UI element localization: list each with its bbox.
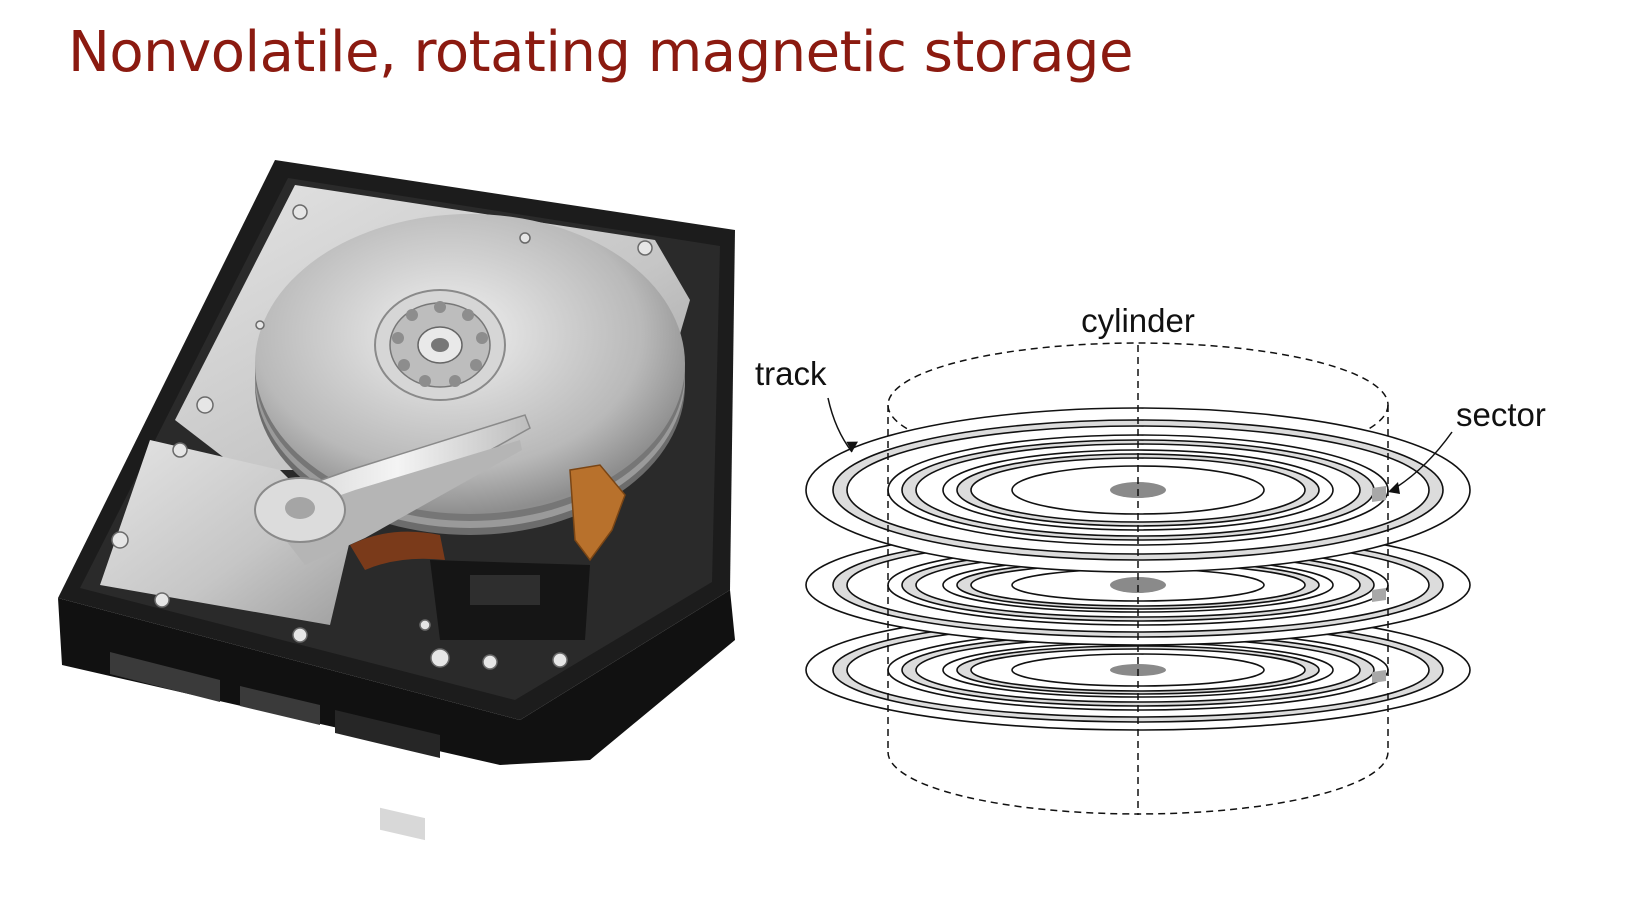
- slide-title: Nonvolatile, rotating magnetic storage: [68, 20, 1133, 85]
- track-arrow: [828, 398, 858, 452]
- sector-label: sector: [1456, 396, 1546, 433]
- track-label: track: [755, 355, 827, 392]
- sector-highlight: [1372, 486, 1386, 502]
- cylinder-label: cylinder: [1081, 302, 1195, 339]
